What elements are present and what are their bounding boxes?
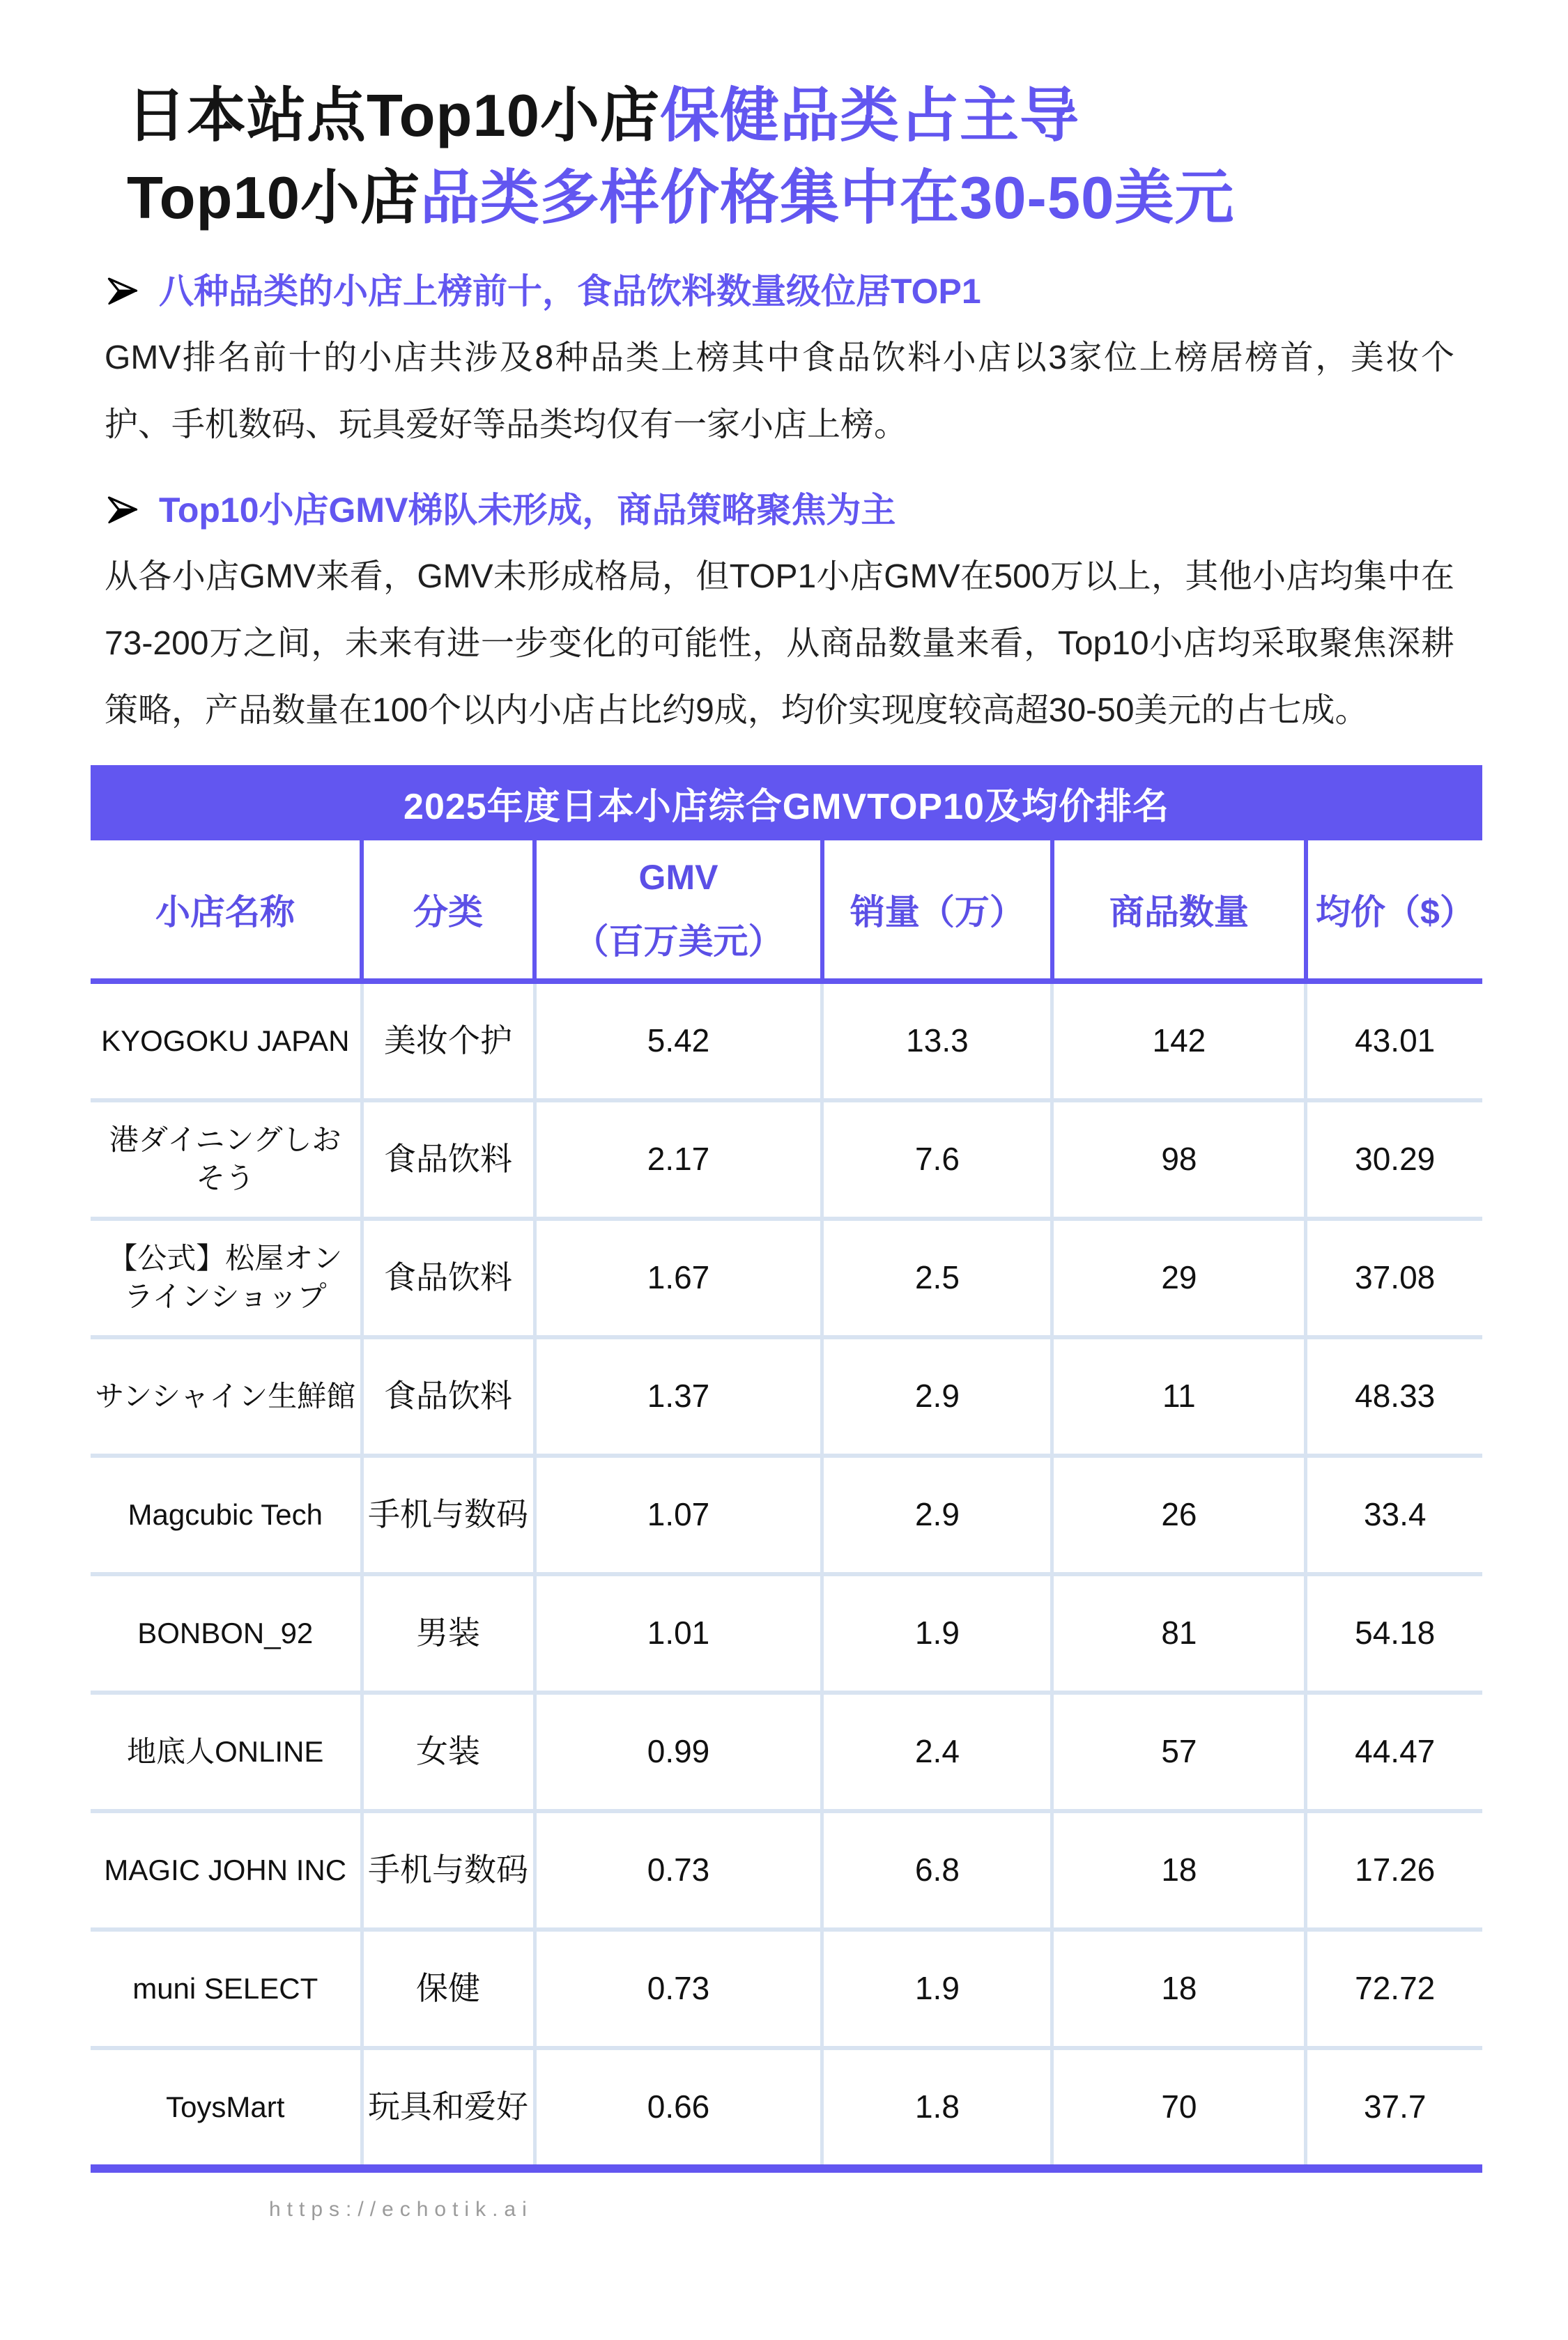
title-line2-accent: 品类多样价格集中在30-50美元: [420, 165, 1235, 231]
cell-gmv: 0.99: [535, 1693, 822, 1811]
cell-gmv: 0.66: [535, 2048, 822, 2164]
cell-sales: 1.8: [822, 2048, 1052, 2164]
cell-sales: 2.9: [822, 1456, 1052, 1574]
bullet-heading-1: [105, 269, 1482, 314]
cell-avg-price: 44.47: [1306, 1693, 1482, 1811]
cell-sales: 1.9: [822, 1930, 1052, 2048]
cell-gmv: 1.67: [535, 1219, 822, 1337]
cell-avg-price: 54.18: [1306, 1574, 1482, 1693]
cell-store-name: Magcubic Tech: [91, 1456, 362, 1574]
cell-category: 手机与数码: [362, 1811, 535, 1930]
cell-category: 保健: [362, 1930, 535, 2048]
cell-product-count: 70: [1052, 2048, 1306, 2164]
bullet-body-1: GMV排名前十的小店共涉及8种品类上榜其中食品饮料小店以3家位上榜居榜首，美妆个护、手机数码、玩具爱好等品类均仅有一家小店上榜。: [105, 339, 1454, 443]
col-header-avg-price: 均价（$）: [1306, 840, 1482, 981]
cell-gmv: 5.42: [535, 981, 822, 1100]
bullet-heading-2: [105, 488, 1482, 532]
col-header-product-count: 商品数量: [1052, 840, 1306, 981]
cell-product-count: 11: [1052, 1337, 1306, 1456]
title-line1-black: 日本站点Top10小店: [127, 83, 661, 149]
table-row: [91, 981, 1482, 1100]
page-title: [127, 75, 1482, 240]
cell-sales: 2.4: [822, 1693, 1052, 1811]
cell-avg-price: 37.08: [1306, 1219, 1482, 1337]
cell-avg-price: 33.4: [1306, 1456, 1482, 1574]
bullet-heading-text: Top10小店GMV梯队未形成，商品策略聚焦为主: [159, 491, 896, 530]
table-header-row: [91, 840, 1482, 981]
cell-avg-price: 37.7: [1363, 2088, 1427, 2125]
cell-sales: 7.6: [822, 1100, 1052, 1219]
arrow-bullet-icon: [105, 273, 141, 309]
cell-store-name: 【公式】松屋オンラインショップ: [91, 1219, 362, 1337]
cell-sales: 2.5: [822, 1219, 1052, 1337]
cell-store-name: BONBON_92: [91, 1574, 362, 1693]
cell-avg-price: 30.29: [1306, 1100, 1482, 1219]
col-header-gmv-line1: GMV: [638, 858, 718, 897]
bullet-heading-text: 八种品类的小店上榜前十，食品饮料数量级位居TOP1: [159, 272, 981, 311]
cell-store-name: MAGIC JOHN INC: [91, 1811, 362, 1930]
cell-gmv: 1.37: [535, 1337, 822, 1456]
table-row: [91, 1219, 1482, 1337]
bullet-body-2: 从各小店GMV来看，GMV未形成格局，但TOP1小店GMV在500万以上，其他小店均集中在73-200万之间，未来有进一步变化的可能性，从商品数量来看，Top10小店均采取聚焦深耕策略，产品数量在100个以内小店占比约9成，均价实现度较高超30-50美元的占七成。: [105, 558, 1454, 729]
cell-avg-price: 48.33: [1306, 1337, 1482, 1456]
cell-product-count: 26: [1052, 1456, 1306, 1574]
title-line1-accent: 保健品类占主导: [660, 83, 1080, 149]
table-row: [91, 1456, 1482, 1574]
cell-category: 美妆个护: [362, 981, 535, 1100]
cell-category: 食品饮料: [362, 1100, 535, 1219]
cell-sales: 13.3: [822, 981, 1052, 1100]
cell-category: 女装: [362, 1693, 535, 1811]
footer-url: https://echotik.ai: [269, 2198, 533, 2221]
cell-category: 男装: [362, 1574, 535, 1693]
col-header-gmv-line2: （百万美元）: [574, 922, 783, 961]
cell-category: 食品饮料: [362, 1219, 535, 1337]
cell-sales: 1.9: [822, 1574, 1052, 1693]
ranking-table-section: [91, 765, 1482, 2173]
report-page: [91, 75, 1482, 2222]
cell-category: 手机与数码: [362, 1456, 535, 1574]
cell-product-count: 29: [1052, 1219, 1306, 1337]
cell-avg-price: 17.26: [1306, 1811, 1482, 1930]
col-header-gmv: [535, 840, 822, 981]
ranking-table: [91, 840, 1482, 2164]
col-header-store-name: 小店名称: [91, 840, 362, 981]
cell-product-count: 18: [1052, 1930, 1306, 2048]
cell-gmv: 1.01: [535, 1574, 822, 1693]
cell-sales: 6.8: [822, 1811, 1052, 1930]
col-header-sales: 销量（万）: [822, 840, 1052, 981]
cell-gmv: 2.17: [535, 1100, 822, 1219]
cell-store-name: 港ダイニングしおそう: [91, 1100, 362, 1219]
cell-product-count: 98: [1052, 1100, 1306, 1219]
cell-store-name: muni SELECT: [91, 1930, 362, 2048]
cell-gmv: 1.07: [535, 1456, 822, 1574]
table-title-banner: 2025年度日本小店综合GMVTOP10及均价排名: [91, 765, 1482, 840]
table-row: [91, 1811, 1482, 1930]
cell-product-count: 57: [1052, 1693, 1306, 1811]
cell-product-count: 142: [1052, 981, 1306, 1100]
cell-store-name: 地底人ONLINE: [91, 1693, 362, 1811]
cell-product-count: 81: [1052, 1574, 1306, 1693]
cell-store-name: KYOGOKU JAPAN: [91, 981, 362, 1100]
table-row: [91, 2048, 1482, 2164]
col-header-category: 分类: [362, 840, 535, 981]
table-row: [91, 1100, 1482, 1219]
cell-gmv: 0.73: [535, 1811, 822, 1930]
cell-category: 食品饮料: [362, 1337, 535, 1456]
cell-store-name: ToysMart: [91, 2048, 362, 2164]
title-line2-black: Top10小店: [127, 165, 421, 231]
table-row: [91, 1930, 1482, 2048]
table-row: [91, 1693, 1482, 1811]
cell-category: 玩具和爱好: [362, 2048, 535, 2164]
cell-sales: 2.9: [822, 1337, 1052, 1456]
table-row: [91, 1574, 1482, 1693]
table-row: [91, 1337, 1482, 1456]
cell-avg-price: 72.72: [1306, 1930, 1482, 2048]
cell-avg-price: 43.01: [1306, 981, 1482, 1100]
cell-store-name: サンシャイン生鮮館: [91, 1337, 362, 1456]
arrow-bullet-icon: [105, 492, 141, 528]
cell-gmv: 0.73: [535, 1930, 822, 2048]
cell-product-count: 18: [1052, 1811, 1306, 1930]
